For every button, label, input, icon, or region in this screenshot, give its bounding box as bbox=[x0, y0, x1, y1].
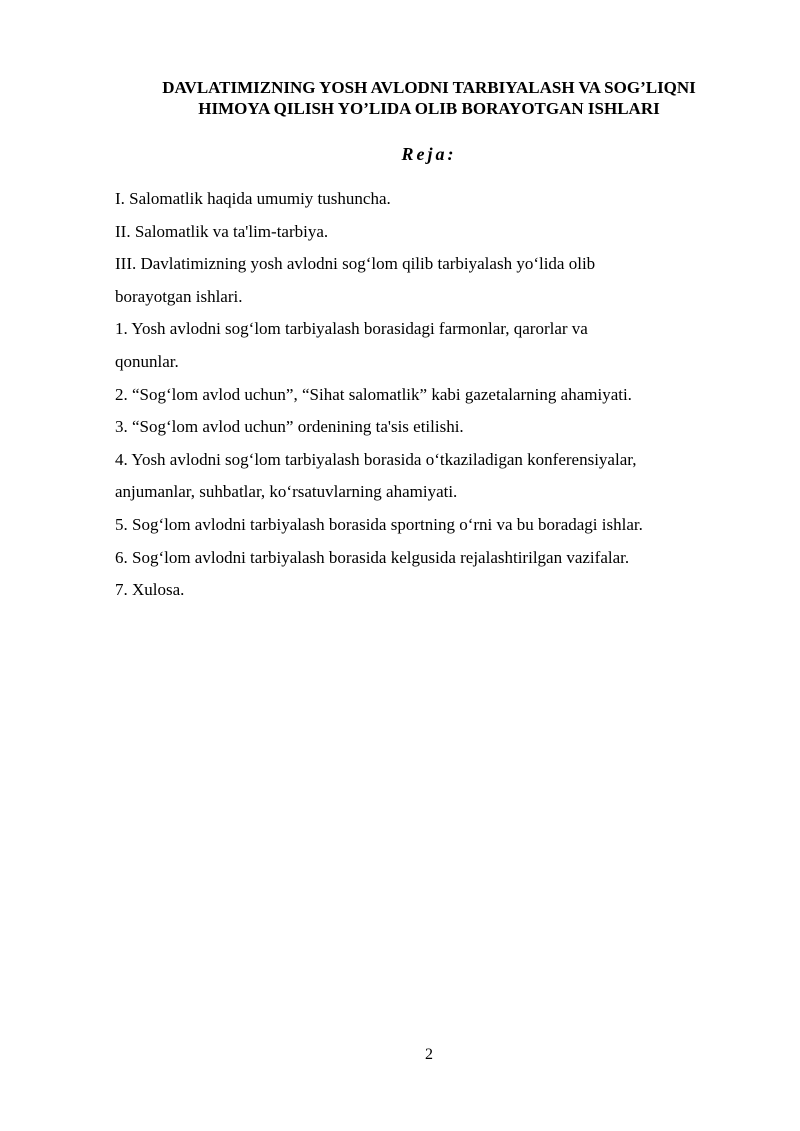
plan-line: qonunlar. bbox=[115, 351, 179, 371]
plan-line: anjumanlar, suhbatlar, ko‘rsatuvlarning ahamiyati. bbox=[115, 482, 458, 502]
plan-line: I. Salomatlik haqida umumiy tushuncha. bbox=[115, 189, 391, 208]
plan-line: 1. Yosh avlodni sog‘lom tarbiyalash borasidagi farmonlar, qarorlar va bbox=[115, 319, 588, 339]
document-title bbox=[100, 77, 758, 119]
plan-list bbox=[115, 183, 715, 607]
plan-line: borayotgan ishlari. bbox=[115, 286, 243, 306]
plan-line: 6. Sog‘lom avlodni tarbiyalash borasida kelgusida rejalashtirilgan vazifalar. bbox=[115, 547, 630, 567]
document-title-line-2: HIMOYA QILISH YO’LIDA OLIB BORAYOTGAN ISHLARI bbox=[198, 99, 660, 118]
plan-line: 2. “Sog‘lom avlod uchun”, “Sihat salomatlik” kabi gazetalarning ahamiyati. bbox=[115, 384, 632, 404]
plan-line: 3. “Sog‘lom avlod uchun” ordenining ta'sis etilishi. bbox=[115, 417, 464, 437]
document-title-line-1: DAVLATIMIZNING YOSH AVLODNI TARBIYALASH VA SOG’LIQNI bbox=[162, 78, 696, 97]
plan-heading: Reja: bbox=[401, 144, 457, 164]
page-number: 2 bbox=[425, 1046, 433, 1063]
plan-line: 4. Yosh avlodni sog‘lom tarbiyalash borasida o‘tkaziladigan konferensiyalar, bbox=[115, 449, 637, 469]
plan-line: 7. Xulosa. bbox=[115, 580, 185, 600]
plan-line: 5. Sog‘lom avlodni tarbiyalash borasida sportning o‘rni va bu boradagi ishlar. bbox=[115, 514, 643, 534]
plan-line: II. Salomatlik va ta'lim-tarbiya. bbox=[115, 221, 329, 241]
plan-line: III. Davlatimizning yosh avlodni sog‘lom qilib tarbiyalash yo‘lida olib bbox=[115, 254, 596, 274]
